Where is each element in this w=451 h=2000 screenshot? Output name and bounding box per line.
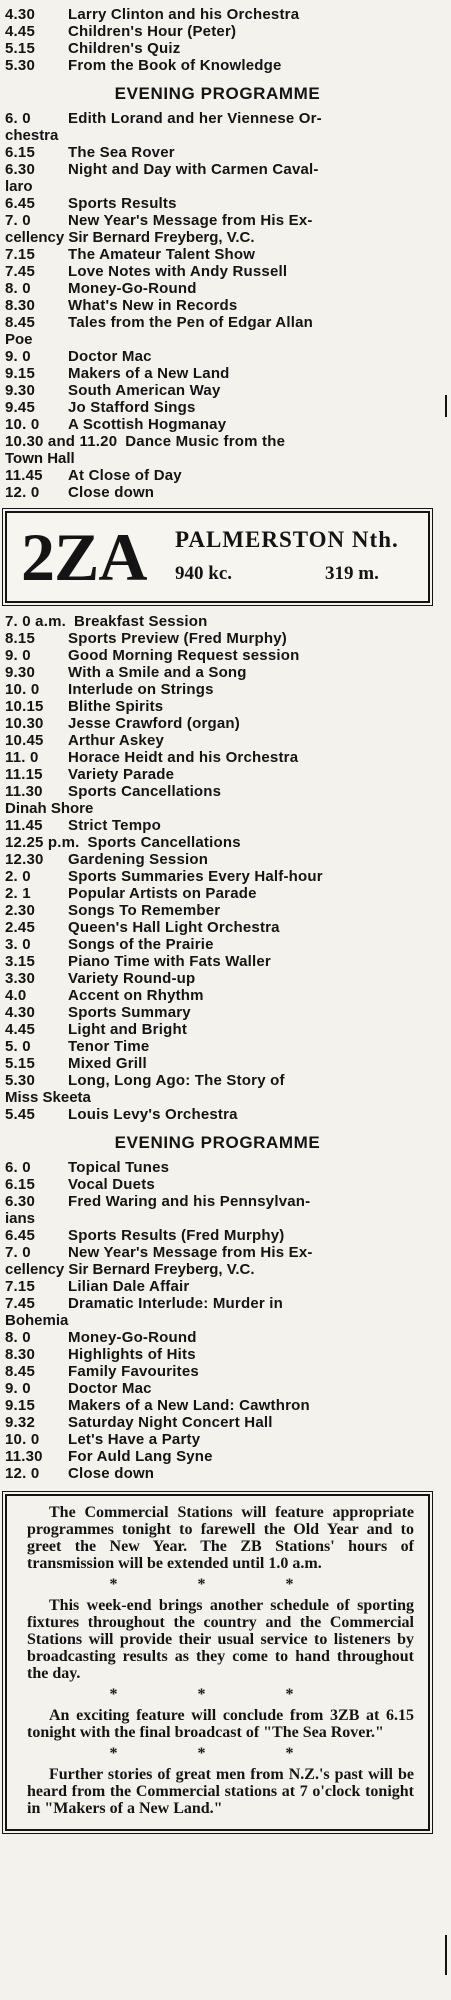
programme-title: Makers of a New Land <box>68 365 230 382</box>
programme-title: Lilian Dale Affair <box>68 1278 190 1295</box>
programme-time: 12. 0 <box>5 1465 40 1482</box>
daytime-listing <box>5 613 430 1123</box>
programme-entry <box>5 365 430 382</box>
programme-title: Songs of the Prairie <box>68 936 214 953</box>
evening-programme-heading-2: EVENING PROGRAMME <box>114 1133 321 1152</box>
evening-programme-heading: EVENING PROGRAMME <box>114 84 321 103</box>
programme-title: At Close of Day <box>68 467 182 484</box>
programme-title: Saturday Night Concert Hall <box>68 1414 273 1431</box>
programme-time: 6.30 <box>5 1193 35 1210</box>
programme-time: 2. 0 <box>5 868 31 885</box>
programme-time: 11.30 <box>5 783 43 800</box>
programme-time: 8.45 <box>5 314 35 331</box>
programme-entry <box>5 630 430 647</box>
programme-entry <box>5 1363 430 1380</box>
programme-entry <box>5 1244 430 1261</box>
programme-time: 11. 0 <box>5 749 39 766</box>
programme-title: Variety Round-up <box>68 970 196 987</box>
programme-title: From the Book of Knowledge <box>68 57 282 74</box>
programme-entry <box>5 1465 430 1482</box>
programme-title: Interlude on Strings <box>68 681 214 698</box>
programme-time: 3.30 <box>5 970 35 987</box>
programme-title: Long, Long Ago: The Story of <box>68 1072 285 1089</box>
programme-time: 2.30 <box>5 902 35 919</box>
programme-title: Vocal Duets <box>68 1176 155 1193</box>
programme-title: Sports Cancellations <box>87 834 241 851</box>
programme-time: 10. 0 <box>5 1431 40 1448</box>
programme-entry <box>5 144 430 161</box>
programme-entry <box>5 987 430 1004</box>
programme-entry <box>5 681 430 698</box>
programme-entry <box>5 382 430 399</box>
programme-time: 4.30 <box>5 6 35 23</box>
programme-entry <box>5 161 430 178</box>
programme-time: 10.30 <box>5 715 44 732</box>
programme-time: 7.45 <box>5 263 35 280</box>
programme-time: 8.30 <box>5 297 35 314</box>
column-rule-mark <box>445 395 447 417</box>
programme-time: 10.15 <box>5 698 44 715</box>
programme-entry <box>5 868 430 885</box>
programme-time: 3. 0 <box>5 936 31 953</box>
programme-entry <box>5 433 430 450</box>
programme-title: Doctor Mac <box>68 1380 152 1397</box>
programme-entry <box>5 953 430 970</box>
programme-time: 8.30 <box>5 1346 35 1363</box>
programme-entry <box>5 1431 430 1448</box>
programme-title: Strict Tempo <box>68 817 161 834</box>
programme-entry <box>5 1106 430 1123</box>
programme-entry <box>5 263 430 280</box>
programme-time: 7.45 <box>5 1295 35 1312</box>
programme-time: 9.30 <box>5 664 35 681</box>
programme-title: Variety Parade <box>68 766 175 783</box>
programme-time: 11.45 <box>5 817 43 834</box>
programme-title: Horace Heidt and his Orchestra <box>68 749 299 766</box>
programme-title: With a Smile and a Song <box>68 664 247 681</box>
programme-entry <box>5 1038 430 1055</box>
programme-entry <box>5 902 430 919</box>
programme-title-continuation: Poe <box>5 331 33 348</box>
station-banner <box>5 511 430 603</box>
programme-title: For Auld Lang Syne <box>68 1448 213 1465</box>
programme-time: 7.15 <box>5 1278 35 1295</box>
programme-title: Accent on Rhythm <box>68 987 204 1004</box>
programme-time: 6.15 <box>5 1176 35 1193</box>
programme-time: 10. 0 <box>5 416 40 433</box>
programme-title: Doctor Mac <box>68 348 152 365</box>
programme-title: Highlights of Hits <box>68 1346 196 1363</box>
programme-title: Children's Hour (Peter) <box>68 23 237 40</box>
programme-time: 4.45 <box>5 1021 35 1038</box>
programme-entry <box>5 110 430 127</box>
programme-entry <box>5 766 430 783</box>
programme-entry <box>5 212 430 229</box>
programme-time: 5.30 <box>5 1072 35 1089</box>
programme-time: 9.30 <box>5 382 35 399</box>
programme-title: Louis Levy's Orchestra <box>68 1106 238 1123</box>
programme-title-continuation: chestra <box>5 127 59 144</box>
programme-time: 9.32 <box>5 1414 35 1431</box>
programme-title: Arthur Askey <box>68 732 165 749</box>
programme-entry <box>5 749 430 766</box>
programme-entry <box>5 1380 430 1397</box>
programme-title: Money-Go-Round <box>68 280 197 297</box>
programme-time: 6.45 <box>5 195 35 212</box>
programme-entry <box>5 280 430 297</box>
programme-title: The Amateur Talent Show <box>68 246 256 263</box>
programme-time: 4.45 <box>5 23 35 40</box>
programme-time: 9.45 <box>5 399 35 416</box>
programme-entry <box>5 1414 430 1431</box>
programme-title: Blithe Spirits <box>68 698 164 715</box>
programme-time: 8.15 <box>5 630 35 647</box>
programme-title: Breakfast Session <box>74 613 208 630</box>
programme-time: 8. 0 <box>5 280 31 297</box>
programme-title: New Year's Message from His Ex- <box>68 212 313 229</box>
radio-listings-column <box>5 6 430 1831</box>
programme-title: Mixed Grill <box>68 1055 147 1072</box>
notice-paragraph: Further stories of great men from N.Z.'s past will be heard from the Commercial stations at 7 o'clock tonight in "Makers of a New Land." <box>27 1766 414 1817</box>
programme-title: Larry Clinton and his Orchestra <box>68 6 300 23</box>
programme-title: Sports Preview (Fred Murphy) <box>68 630 287 647</box>
programme-title: New Year's Message from His Ex- <box>68 1244 313 1261</box>
programme-entry <box>5 57 430 74</box>
programme-time: 7.15 <box>5 246 35 263</box>
programme-title: Popular Artists on Parade <box>68 885 257 902</box>
programme-entry <box>5 484 430 501</box>
programme-title: Dance Music from the <box>125 433 286 450</box>
programme-title: Gardening Session <box>68 851 209 868</box>
programme-time: 9.15 <box>5 1397 35 1414</box>
station-city: PALMERSTON Nth. <box>175 527 399 552</box>
programme-entry <box>5 246 430 263</box>
programme-title: Sports Results <box>68 195 177 212</box>
programme-entry <box>5 1329 430 1346</box>
programme-entry <box>5 732 430 749</box>
programme-title: Songs To Remember <box>68 902 221 919</box>
programme-title: Sports Summaries Every Half-hour <box>68 868 323 885</box>
programme-time: 6.15 <box>5 144 35 161</box>
programme-time: 12. 0 <box>5 484 40 501</box>
programme-entry <box>5 919 430 936</box>
programme-title: Night and Day with Carmen Caval- <box>68 161 319 178</box>
programme-entry <box>5 1072 430 1089</box>
programme-entry <box>5 1004 430 1021</box>
programme-entry <box>5 970 430 987</box>
programme-title: Piano Time with Fats Waller <box>68 953 271 970</box>
programme-title: Sports Summary <box>68 1004 191 1021</box>
evening-listing <box>5 110 430 501</box>
programme-entry <box>5 1193 430 1210</box>
programme-title: Jo Stafford Sings <box>68 399 196 416</box>
programme-entry <box>5 783 430 800</box>
notice-paragraph: This week-end brings another schedule of sporting fixtures throughout the country and the Commercial Stations will provide their usual service to listeners by broadcasting results as they come to hand throughout the day. <box>27 1597 414 1682</box>
programme-time: 7. 0 a.m. <box>5 613 67 630</box>
programme-time: 5. 0 <box>5 1038 31 1055</box>
programme-entry <box>5 834 430 851</box>
programme-title: Fred Waring and his Pennsylvan- <box>68 1193 311 1210</box>
programme-time: 11.15 <box>5 766 43 783</box>
programme-title: Jesse Crawford (organ) <box>68 715 240 732</box>
programme-entry <box>5 664 430 681</box>
programme-title: Tales from the Pen of Edgar Allan <box>68 314 313 331</box>
programme-entry <box>5 698 430 715</box>
programme-entry <box>5 348 430 365</box>
programme-time: 10.45 <box>5 732 44 749</box>
programme-title-continuation: laro <box>5 178 33 195</box>
programme-time: 5.45 <box>5 1106 35 1123</box>
notice-paragraph: The Commercial Stations will feature appropriate programmes tonight to farewell the Old Year and to greet the New Year. The ZB Stations' hours of transmission will be extended until 1.0 a.m. <box>27 1504 414 1572</box>
programme-title: Light and Bright <box>68 1021 188 1038</box>
programme-time: 6.30 <box>5 161 35 178</box>
programme-title: Money-Go-Round <box>68 1329 197 1346</box>
programme-title: Queen's Hall Light Orchestra <box>68 919 280 936</box>
programme-time: 8. 0 <box>5 1329 31 1346</box>
programme-entry <box>5 885 430 902</box>
programme-entry <box>5 1397 430 1414</box>
programme-title: Close down <box>68 484 155 501</box>
programme-title: Sports Cancellations <box>68 783 222 800</box>
programme-time: 5.30 <box>5 57 35 74</box>
programme-entry <box>5 1021 430 1038</box>
programme-time: 10. 0 <box>5 681 40 698</box>
programme-time: 11.30 <box>5 1448 43 1465</box>
programme-entry <box>5 467 430 484</box>
programme-time: 6.45 <box>5 1227 35 1244</box>
programme-title: Children's Quiz <box>68 40 181 57</box>
programme-title: Let's Have a Party <box>68 1431 201 1448</box>
programme-time: 12.25 p.m. <box>5 834 80 851</box>
programme-entry <box>5 1278 430 1295</box>
programme-entry <box>5 195 430 212</box>
programme-title: Good Morning Request session <box>68 647 300 664</box>
programme-entry <box>5 1227 430 1244</box>
programme-entry <box>5 1346 430 1363</box>
notice-paragraph: An exciting feature will conclude from 3ZB at 6.15 tonight with the final broadcast of "The Sea Rover." <box>27 1707 414 1741</box>
programme-entry <box>5 715 430 732</box>
commercial-stations-notice <box>5 1494 430 1831</box>
programme-time: 3.15 <box>5 953 35 970</box>
station-call-sign: 2ZA <box>21 519 147 595</box>
programme-title-continuation: Dinah Shore <box>5 800 94 817</box>
programme-title: Love Notes with Andy Russell <box>68 263 288 280</box>
programme-time: 4.30 <box>5 1004 35 1021</box>
programme-title: Topical Tunes <box>68 1159 170 1176</box>
programme-title: Dramatic Interlude: Murder in <box>68 1295 284 1312</box>
programme-entry <box>5 817 430 834</box>
programme-entry <box>5 1055 430 1072</box>
programme-title-continuation: Miss Skeeta <box>5 1089 91 1106</box>
programme-time: 9. 0 <box>5 1380 31 1397</box>
programme-time: 4.0 <box>5 987 27 1004</box>
programme-title: A Scottish Hogmanay <box>68 416 227 433</box>
programme-time: 8.45 <box>5 1363 35 1380</box>
programme-entry <box>5 1176 430 1193</box>
programme-time: 7. 0 <box>5 212 31 229</box>
programme-entry <box>5 936 430 953</box>
programme-title: Sports Results (Fred Murphy) <box>68 1227 285 1244</box>
programme-title: Edith Lorand and her Viennese Or- <box>68 110 322 127</box>
programme-time: 10.30 and 11.20 <box>5 433 118 450</box>
programme-time: 12.30 <box>5 851 44 868</box>
programme-entry <box>5 40 430 57</box>
programme-entry <box>5 399 430 416</box>
programme-entry <box>5 851 430 868</box>
programme-time: 6. 0 <box>5 1159 31 1176</box>
station-wavelength: 319 m. <box>325 563 379 584</box>
programme-entry <box>5 1159 430 1176</box>
programme-entry <box>5 1295 430 1312</box>
programme-title: Makers of a New Land: Cawthron <box>68 1397 310 1414</box>
notice-separator: * * * <box>109 1686 332 1703</box>
programme-title-continuation: ians <box>5 1210 36 1227</box>
programme-time: 7. 0 <box>5 1244 31 1261</box>
programme-time: 6. 0 <box>5 110 31 127</box>
programme-title: The Sea Rover <box>68 144 175 161</box>
programme-entry <box>5 416 430 433</box>
programme-time: 2.45 <box>5 919 35 936</box>
programme-time: 9. 0 <box>5 348 31 365</box>
programme-title-continuation: cellency Sir Bernard Freyberg, V.C. <box>5 1261 255 1278</box>
programme-title: Tenor Time <box>68 1038 150 1055</box>
notice-separator: * * * <box>109 1576 332 1593</box>
programme-title: What's New in Records <box>68 297 238 314</box>
programme-time: 5.15 <box>5 1055 35 1072</box>
programme-entry <box>5 613 430 630</box>
programme-title: Family Favourites <box>68 1363 199 1380</box>
programme-entry <box>5 314 430 331</box>
programme-title: South American Way <box>68 382 221 399</box>
programme-time: 9.15 <box>5 365 35 382</box>
programme-entry <box>5 6 430 23</box>
programme-entry <box>5 647 430 664</box>
programme-title-continuation: cellency Sir Bernard Freyberg, V.C. <box>5 229 255 246</box>
programme-entry <box>5 23 430 40</box>
programme-entry <box>5 1448 430 1465</box>
programme-time: 9. 0 <box>5 647 31 664</box>
programme-time: 5.15 <box>5 40 35 57</box>
programme-time: 2. 1 <box>5 885 31 902</box>
programme-time: 11.45 <box>5 467 43 484</box>
programme-title: Close down <box>68 1465 155 1482</box>
evening-listing-2 <box>5 1159 430 1482</box>
programme-title-continuation: Town Hall <box>5 450 75 467</box>
notice-separator: * * * <box>109 1745 332 1762</box>
station-frequency: 940 kc. <box>175 563 232 584</box>
programme-entry <box>5 297 430 314</box>
programme-title-continuation: Bohemia <box>5 1312 69 1329</box>
column-rule-mark <box>445 1935 447 1975</box>
afternoon-listing <box>5 6 430 74</box>
